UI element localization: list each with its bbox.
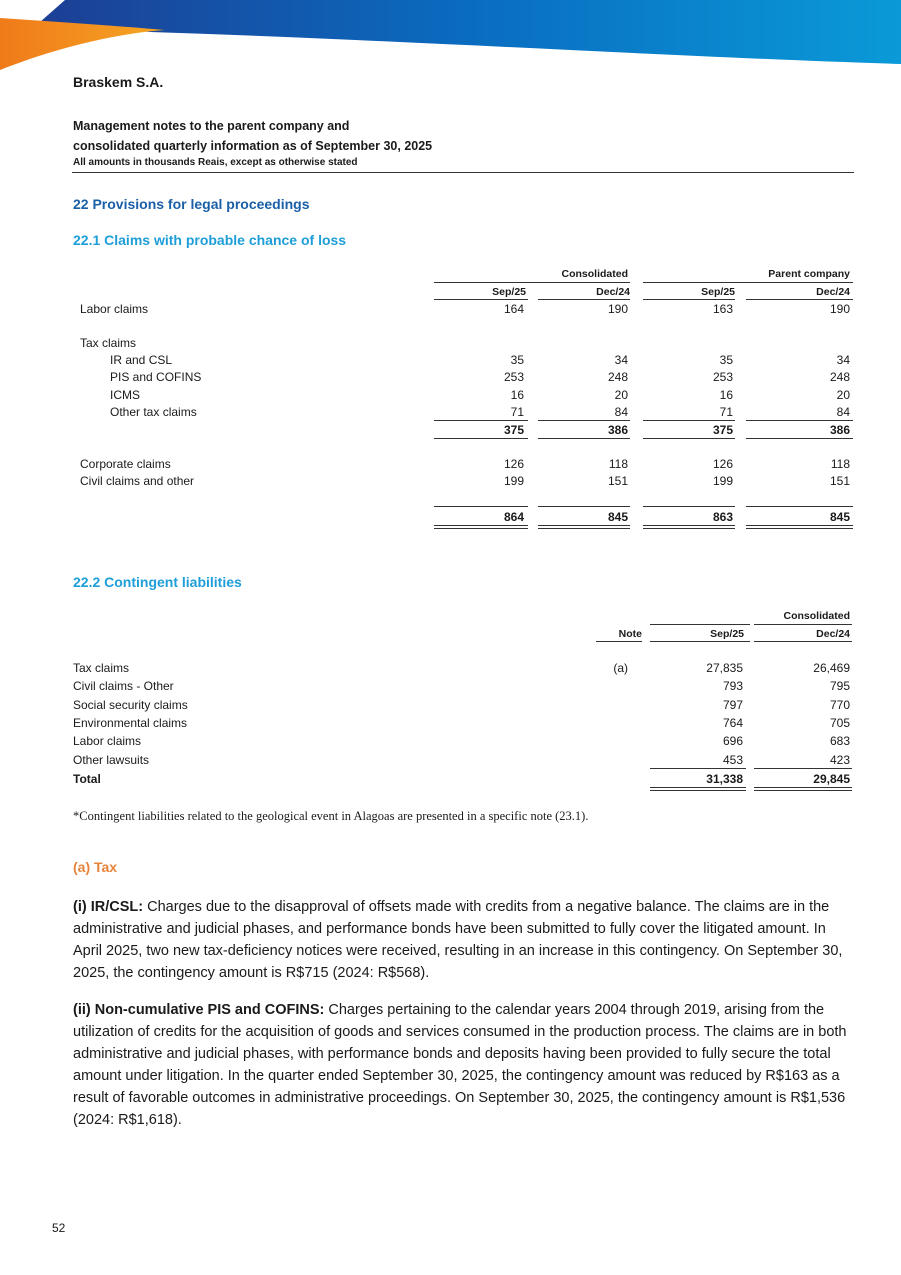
rule — [650, 768, 746, 769]
rule — [746, 420, 853, 421]
table2-row-label: Tax claims — [73, 661, 130, 675]
table1-cell: 34 — [836, 353, 850, 367]
table1-cell: 151 — [607, 474, 628, 488]
table1-cell: 35 — [510, 353, 524, 367]
rule — [650, 624, 750, 625]
table1-cell: 190 — [607, 302, 628, 316]
table1-tax-subtotal: 386 — [829, 423, 850, 437]
table1-cell: 253 — [712, 370, 733, 384]
table2-cell: 797 — [722, 698, 743, 712]
table2-note: (a) — [613, 661, 628, 675]
rule — [434, 299, 528, 300]
table1-cell: 126 — [503, 457, 524, 471]
subsection-title-22-2: 22.2 Contingent liabilities — [73, 574, 242, 590]
table2-cell: 27,835 — [706, 661, 743, 675]
header-line-1: Management notes to the parent company and — [73, 119, 350, 133]
table2-cell: 696 — [722, 734, 743, 748]
table1-tax-subtotal: 375 — [712, 423, 733, 437]
table2-cell: 423 — [829, 753, 850, 767]
table2-row-label: Environmental claims — [73, 716, 188, 730]
double-rule — [538, 525, 630, 529]
table1-row-label: Civil claims and other — [80, 474, 195, 488]
rule — [754, 624, 852, 625]
header-banner — [0, 0, 901, 80]
double-rule — [643, 525, 735, 529]
footnote: *Contingent liabilities related to the geological event in Alagoas are presented in a specific note (23.1). — [73, 809, 589, 823]
table2-col-sep: Sep/25 — [710, 628, 744, 640]
table1-total: 845 — [829, 510, 850, 524]
rule — [643, 506, 735, 507]
rule — [538, 506, 630, 507]
table2-cell: 770 — [829, 698, 850, 712]
table2-cell: 453 — [722, 753, 743, 767]
rule — [434, 506, 528, 507]
rule — [434, 438, 528, 439]
rule — [754, 768, 852, 769]
rule — [596, 641, 642, 642]
table1-cell: 16 — [719, 388, 733, 402]
table1-tax-subtotal: 375 — [503, 423, 524, 437]
rule — [754, 641, 852, 642]
company-name: Braskem S.A. — [73, 74, 164, 90]
rule — [650, 641, 750, 642]
table1-col-header: Sep/25 — [492, 286, 526, 298]
table1-row-label: IR and CSL — [110, 353, 173, 367]
table1-cell: 35 — [719, 353, 733, 367]
table1-cell: 126 — [712, 457, 733, 471]
double-rule — [650, 787, 746, 791]
table2-row-label: Social security claims — [73, 698, 188, 712]
header-divider — [72, 172, 854, 173]
table2-row-label: Other lawsuits — [73, 753, 150, 767]
table1-cell: 118 — [608, 457, 628, 471]
table1-cell: 84 — [836, 405, 850, 419]
table1-cell: 253 — [503, 370, 524, 384]
section-title: 22 Provisions for legal proceedings — [73, 196, 310, 212]
table2-col-dec: Dec/24 — [816, 628, 850, 640]
rule — [643, 282, 853, 283]
table2-total: 31,338 — [706, 772, 743, 786]
table1-cell: 20 — [614, 388, 628, 402]
table1-cell: 34 — [614, 353, 628, 367]
table1-row-label: Labor claims — [80, 302, 149, 316]
table1-cell: 118 — [830, 457, 850, 471]
double-rule — [434, 525, 528, 529]
table1-cell: 190 — [829, 302, 850, 316]
table1-total: 864 — [503, 510, 524, 524]
table2-row-label: Labor claims — [73, 734, 142, 748]
table2-col-note: Note — [618, 628, 642, 640]
table2-cell: 705 — [829, 716, 850, 730]
table1-col-header: Dec/24 — [816, 286, 850, 298]
double-rule — [754, 787, 852, 791]
table2-row-label: Civil claims - Other — [73, 679, 174, 693]
double-rule — [746, 525, 853, 529]
table1-cell: 164 — [503, 302, 524, 316]
paragraph-pis-cofins — [73, 999, 853, 1131]
header-line-2: consolidated quarterly information as of September 30, 2025 — [73, 139, 433, 153]
table2-cell: 764 — [722, 716, 743, 730]
table1-cell: 248 — [829, 370, 850, 384]
rule — [746, 506, 853, 507]
table1-cell: 248 — [607, 370, 628, 384]
table1-row-label: PIS and COFINS — [110, 370, 202, 384]
rule — [538, 420, 630, 421]
table1-total: 845 — [607, 510, 628, 524]
table1-cell: 20 — [836, 388, 850, 402]
table1-tax-label: Tax claims — [80, 336, 137, 350]
table2-cell: 793 — [722, 679, 743, 693]
table2-total-label: Total — [73, 772, 101, 786]
paragraph-ir-csl — [73, 896, 853, 984]
table2-cell: 795 — [829, 679, 850, 693]
rule — [643, 438, 735, 439]
paragraph-body: Charges pertaining to the calendar years 2004 through 2019, arising from the utilization of credits for the acquisition of goods and services consumed in the production process. The claims are in both administrative and judicial phases, with performance bonds and deposits having been provided to fully secure the total amount under litigation. In the quarter ended September 30, 2025, the contingency amount was reduced by R$163 as a result of favorable outcomes in administrative proceedings. On September 30, 2025, the contingency amount is R$1,536 (2024: R$1,618). — [73, 1002, 847, 1128]
paragraph-lead: (ii) Non-cumulative PIS and COFINS: — [73, 1002, 325, 1018]
table1-cell: 84 — [614, 405, 628, 419]
rule — [434, 420, 528, 421]
paragraph-body: Charges due to the disapproval of offsets made with credits from a negative balance. The claims are in the administrative and judicial phases, and performance bonds have been submitted to fully cover the litigated amount. In April 2025, two new tax-deficiency notices were received, resulting in an increase in this contingency. On September 30, 2025, the contingency amount is R$715 (2024: R$568). — [73, 899, 843, 981]
subsection-title-22-1: 22.1 Claims with probable chance of loss — [73, 232, 347, 248]
table2-total: 29,845 — [813, 772, 850, 786]
table1-total: 863 — [712, 510, 733, 524]
table1-row-label: ICMS — [110, 388, 140, 402]
rule — [643, 299, 735, 300]
rule — [434, 282, 630, 283]
table1-cell: 199 — [503, 474, 524, 488]
table1-cell: 151 — [829, 474, 850, 488]
table1-cell: 163 — [712, 302, 733, 316]
table2-cell: 683 — [829, 734, 850, 748]
rule — [538, 299, 630, 300]
table1-row-label: Corporate claims — [80, 457, 171, 471]
table1-col-header: Dec/24 — [596, 286, 630, 298]
table1-cell: 16 — [510, 388, 524, 402]
table2-cell: 26,469 — [813, 661, 850, 675]
paragraph-lead: (i) IR/CSL: — [73, 899, 144, 915]
table1-tax-subtotal: 386 — [607, 423, 628, 437]
page-number: 52 — [52, 1221, 66, 1235]
tax-section-title: (a) Tax — [73, 859, 118, 875]
table1-group-consolidated: Consolidated — [561, 268, 628, 280]
table1-cell: 71 — [719, 405, 733, 419]
table2-group-consolidated: Consolidated — [783, 610, 850, 622]
header-line-3: All amounts in thousands Reais, except as otherwise stated — [73, 157, 358, 168]
table1-group-parent: Parent company — [768, 268, 850, 280]
table1-col-header: Sep/25 — [701, 286, 735, 298]
rule — [538, 438, 630, 439]
rule — [746, 299, 853, 300]
table1-cell: 199 — [712, 474, 733, 488]
rule — [643, 420, 735, 421]
table1-cell: 71 — [510, 405, 524, 419]
rule — [746, 438, 853, 439]
table1-row-label: Other tax claims — [110, 405, 197, 419]
